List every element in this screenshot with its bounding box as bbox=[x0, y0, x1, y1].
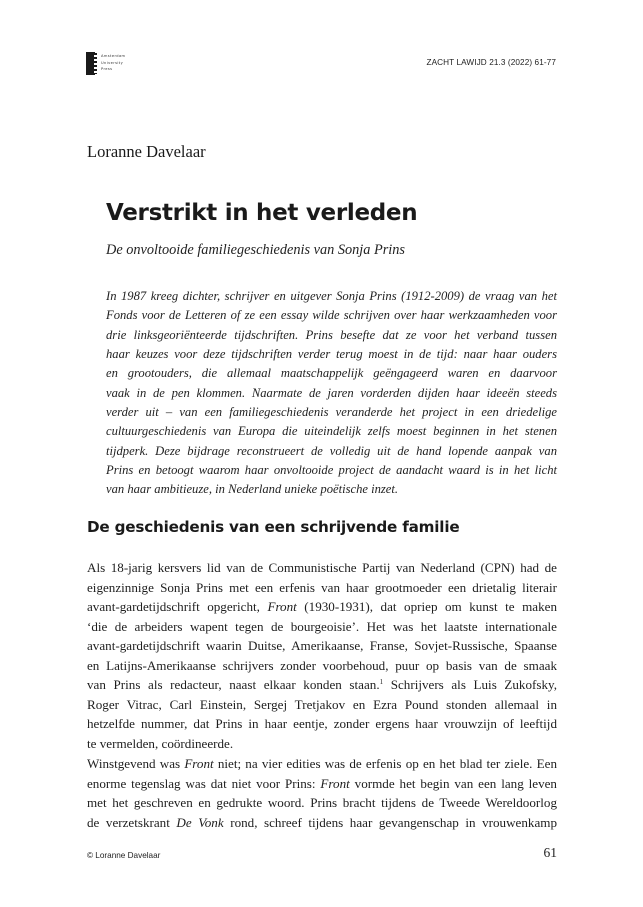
copyright-notice: © Loranne Davelaar bbox=[87, 851, 161, 860]
abstract-line: haar keuzes voor deze tijdschriften verder terug moest in de tijd: naar haar ouders bbox=[106, 347, 557, 362]
paragraph-line: eigenzinnige Sonja Prins met een erfenis van haar grootmoeder een drietalig literair bbox=[87, 579, 557, 595]
publisher-name bbox=[101, 52, 125, 73]
paragraph-line: te vermelden, coördineerde. bbox=[87, 735, 234, 751]
article-author: Loranne Davelaar bbox=[87, 142, 206, 161]
amsterdam-university-press-logo-icon bbox=[86, 52, 95, 75]
paragraph-line: hetzelfde nummer, dat Prins in haar eentje, zonder ergens haar vrouwzijn of leeftijd bbox=[87, 716, 557, 732]
publisher-name-line: University bbox=[101, 60, 124, 65]
body-paragraph bbox=[87, 754, 557, 832]
paragraph-line: avant-gardetijdschrift opgericht, Front (1930-1931), dat opriep om kunst te maken bbox=[87, 599, 557, 615]
paragraph-line: en Latijns-Amerikaanse schrijvers zonder voorbehoud, puur op basis van de smaak bbox=[87, 657, 557, 673]
paragraph-line: van Prins als redacteur, naast elkaar konden staan.$^1$ Schrijvers als Luis Zukofsky, bbox=[87, 677, 557, 693]
paragraph-line: Winstgevend was Front niet; na vier edities was de erfenis op en het blad ter ziele. Een bbox=[87, 756, 557, 771]
paragraph-line: Roger Vitrac, Carl Einstein, Sergej Tretjakov en Ezra Pound stonden allemaal in bbox=[87, 696, 557, 712]
publisher-name-line: Amsterdam bbox=[101, 54, 126, 58]
abstract-line: vaak in de pen klommen. Naarmate de jaren vorderden dijden haar ideeën steeds bbox=[106, 385, 557, 400]
abstract-line: en grootouders, die allemaal maatschappelijk geëngageerd waren en daarvoor bbox=[106, 366, 557, 381]
abstract-line: tijdperk. Deze bijdrage reconstrueert de volledig uit de hand lopende aanpak van bbox=[106, 443, 557, 458]
journal-title-front: Front bbox=[184, 756, 214, 771]
journal-title-front: Front bbox=[320, 775, 350, 791]
journal-title-front: Front bbox=[267, 599, 297, 615]
abstract-line: van haar ambitieuze, in Nederland unieke poëtische inzet. bbox=[106, 482, 399, 497]
paragraph-line: ‘die de arbeiders wapent tegen de bourgeoisie’. Het was het laatste internationale bbox=[87, 618, 557, 634]
paragraph-line: enorme tegenslag was dat niet voor Prins: Front vormde het begin van een lang leven bbox=[87, 775, 557, 791]
paragraph-line: avant-gardetijdschrift waarin Duitse, Amerikaanse, Franse, Sovjet-Russische, Spaanse bbox=[87, 638, 557, 654]
section-heading: De geschiedenis van een schrijvende familie bbox=[87, 518, 460, 536]
article-subtitle: De onvoltooide familiegeschiedenis van Sonja Prins bbox=[106, 242, 405, 258]
publisher-logo bbox=[86, 52, 125, 75]
paragraph-line: de verzetskrant De Vonk rond, schreef tijdens haar gevangenschap in vrouwenkamp bbox=[87, 814, 557, 830]
paragraph-line: Als 18-jarig kersvers lid van de Communistische Partij van Nederland (CPN) had de bbox=[87, 560, 557, 575]
journal-reference: ZACHT LAWIJD 21.3 (2022) 61-77 bbox=[426, 58, 556, 67]
newspaper-title-de-vonk: De Vonk bbox=[176, 814, 224, 830]
abstract-line: Prins en betoogt waarom haar onvoltooide project de aandacht waard is in het licht bbox=[106, 463, 557, 478]
abstract bbox=[106, 287, 557, 500]
abstract-line: cultuurgeschiedenis van Europa die uiteindelijk zelfs moest beginnen in het stenen bbox=[106, 424, 557, 439]
footnote-reference[interactable]: 1 bbox=[379, 678, 384, 687]
abstract-line: verder uit – van een familiegeschiedenis veranderde het project in een driedelige bbox=[106, 405, 557, 420]
abstract-line: In 1987 kreeg dichter, schrijver en uitgever Sonja Prins (1912-2009) de vraag van het bbox=[106, 289, 557, 303]
body-paragraph bbox=[87, 558, 557, 753]
page-number: 61 bbox=[543, 845, 557, 860]
publisher-name-line: Press bbox=[101, 67, 113, 72]
article-title: Verstrikt in het verleden bbox=[106, 200, 418, 226]
paragraph-line: met het geschreven en gedrukte woord. Prins bracht tijdens de Tweede Wereldoorlog bbox=[87, 795, 557, 811]
abstract-line: drie linksgeoriënteerde tijdschriften. Prins besefte dat ze voor het verband tussen bbox=[106, 327, 557, 342]
abstract-line: Fonds voor de Letteren of ze een essay wilde schrijven over haar werkzaamheden voor bbox=[106, 308, 557, 323]
